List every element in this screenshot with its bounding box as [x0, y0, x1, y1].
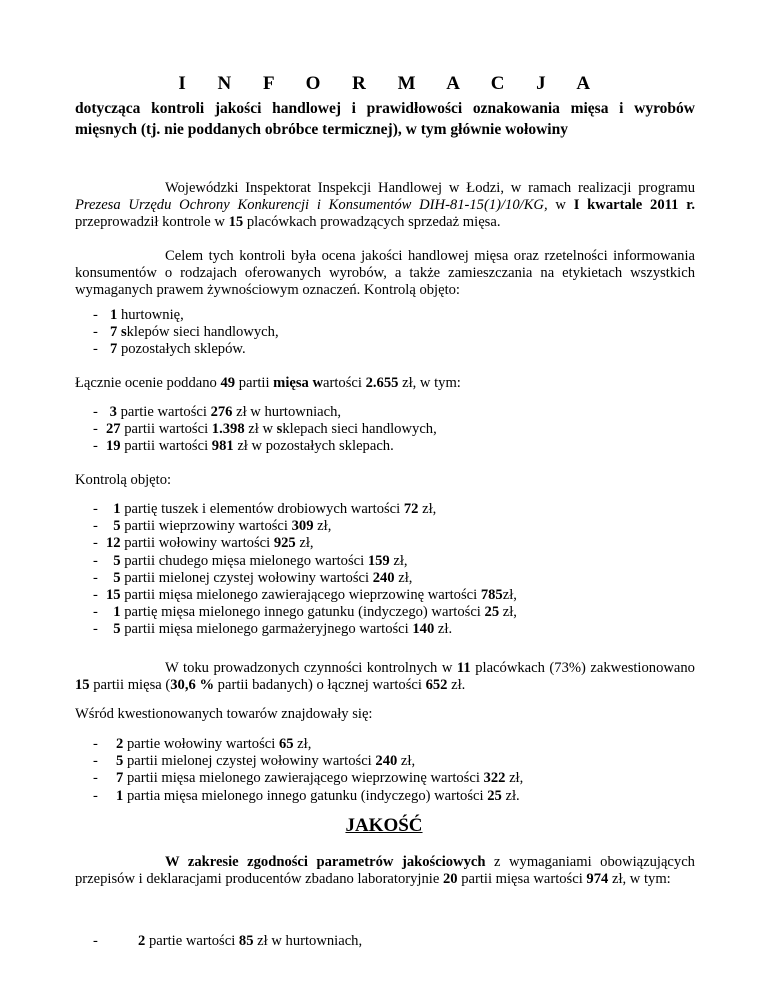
list-item: - 5 partii mięsa mielonego garmażeryjnego wartości 140 zł. — [93, 621, 453, 638]
list-item: - 2 partie wołowiny wartości 65 zł, — [93, 736, 312, 752]
paragraph-purpose: Celem tych kontroli była ocena jakości handlowej mięsa oraz rzetelności informowania konsumentów o rodzajach oferowanych wyrobów, a także zamieszczania na etykietach wszystkich wymaganych prawem żywnościowym oznaczeń. Kontrolą objęto: — [75, 248, 695, 299]
list-item: - 15 partii mięsa mielonego zawierającego wieprzowinę wartości 785zł, — [93, 587, 517, 604]
paragraph-findings: W toku prowadzonych czynności kontrolnych w 11 placówkach (73%) zakwestionowano 15 partii mięsa (30,6 % partii badanych) o łącznej wartości 652 zł. — [75, 660, 695, 694]
paragraph-scope: Kontrolą objęto: — [75, 472, 172, 488]
list-item: - 1 partia mięsa mielonego innego gatunku (indyczego) wartości 25 zł. — [93, 787, 520, 804]
list-item: - 5 partii chudego mięsa mielonego wartości 159 zł, — [93, 552, 408, 569]
paragraph-intro: Wojewódzki Inspektorat Inspekcji Handlowej w Łodzi, w ramach realizacji programu Prezesa Urzędu Ochrony Konkurencji i Konsumentów DIH-81-15(1)/10/KG, w I kwartale 2011 r. przeprowadził kontrole w 15 placówkach prowadzących sprzedaż mięsa. — [75, 180, 695, 231]
paragraph-questioned: Wśród kwestionowanych towarów znajdowały się: — [75, 706, 373, 722]
list-questioned-goods — [93, 736, 523, 805]
list-item: - 3 partie wartości 276 zł w hurtowniach, — [93, 404, 342, 420]
document-subtitle: dotycząca kontroli jakości handlowej i prawidłowości oznakowania mięsa i wyrobów mięsnych (tj. nie poddanych obróbce termicznej), w tym głównie wołowiny — [75, 100, 695, 138]
list-item: - 7 pozostałych sklepów. — [93, 341, 246, 358]
list-item: - 19 partii wartości 981 zł w pozostałych sklepach. — [93, 438, 394, 455]
list-item: - 7 partii mięsa mielonego zawierającego wieprzowinę wartości 322 zł, — [93, 770, 524, 787]
paragraph-quality: W zakresie zgodności parametrów jakościowych z wymaganiami obowiązujących przepisów i deklaracjami producentów zbadano laboratoryjnie 20 partii mięsa wartości 974 zł, w tym: — [75, 854, 695, 888]
section-heading-quality: JAKOŚĆ — [345, 815, 423, 836]
list-inspected-outlets — [93, 307, 279, 359]
list-item: - 12 partii wołowiny wartości 925 zł, — [93, 535, 314, 552]
list-item: - 27 partii wartości 1.398 zł w sklepach sieci handlowych, — [93, 421, 437, 438]
list-item: - 5 partii wieprzowiny wartości 309 zł, — [93, 518, 332, 535]
list-item: - 7 sklepów sieci handlowych, — [93, 324, 279, 341]
list-item: - 5 partii mielonej czystej wołowiny wartości 240 zł, — [93, 753, 416, 770]
list-item: - 1 partię mięsa mielonego innego gatunku (indyczego) wartości 25 zł, — [93, 604, 517, 621]
document-title: I N F O R M A C J A — [178, 73, 604, 94]
list-item: - 5 partii mielonej czystej wołowiny wartości 240 zł, — [93, 569, 413, 586]
paragraph-total: Łącznie ocenie poddano 49 partii mięsa wartości 2.655 zł, w tym: — [75, 375, 461, 391]
list-quality-breakdown — [93, 933, 362, 950]
list-total-breakdown — [93, 404, 437, 456]
list-item: - 1 hurtownię, — [93, 307, 184, 323]
list-item: - 1 partię tuszek i elementów drobiowych wartości 72 zł, — [93, 501, 437, 517]
list-product-scope — [93, 501, 517, 639]
list-item: - 2 partie wartości 85 zł w hurtowniach, — [93, 933, 363, 949]
